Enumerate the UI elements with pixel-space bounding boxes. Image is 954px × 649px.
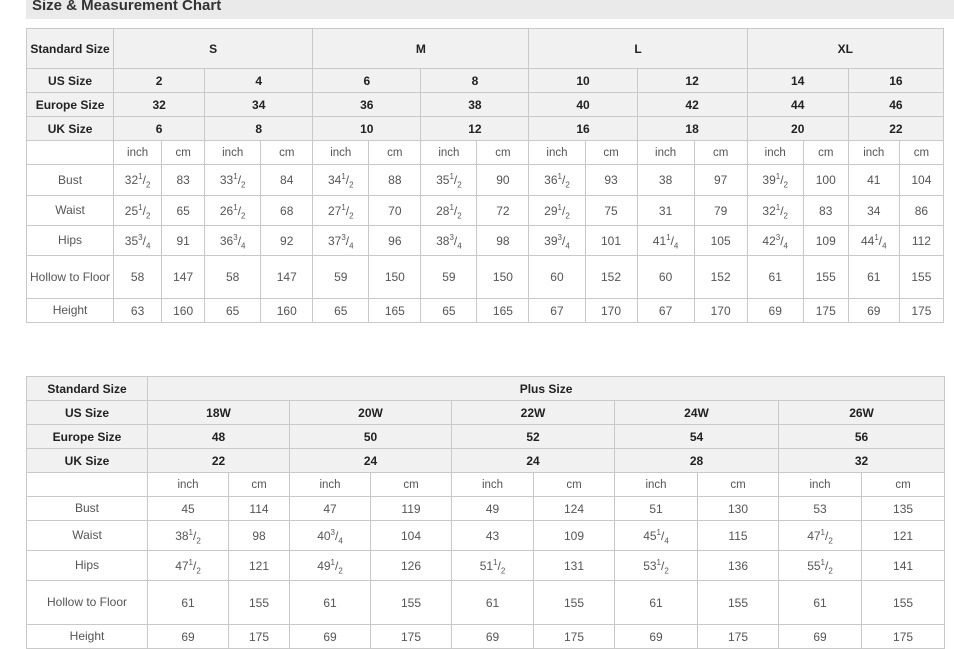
us-size-cell: 6 [313, 69, 421, 93]
us-size-label: US Size [27, 401, 148, 425]
value-inch: $39^3/_4$ [529, 226, 585, 256]
measurement-row [27, 581, 945, 625]
value-cm: 91 [162, 226, 205, 256]
measurement-row [27, 299, 944, 323]
europe-size-cell: 44 [747, 93, 848, 117]
value-cm: 175 [229, 625, 290, 649]
us-size-row [27, 401, 945, 425]
measurement-label: Hollow to Floor [27, 256, 114, 299]
value-inch: 67 [529, 299, 585, 323]
uk-size-cell: 28 [615, 449, 779, 473]
uk-size-cell: 18 [637, 117, 747, 141]
value-cm: 75 [585, 196, 637, 226]
value-cm: 98 [229, 521, 290, 551]
us-size-cell: 8 [421, 69, 529, 93]
uk-size-cell: 10 [313, 117, 421, 141]
europe-size-cell: 40 [529, 93, 637, 117]
value-cm: 152 [585, 256, 637, 299]
value-inch: $27^1/_2$ [313, 196, 369, 226]
value-cm: 86 [899, 196, 943, 226]
plus-size-group: Plus Size [148, 377, 945, 401]
measurement-label: Bust [27, 497, 148, 521]
us-size-cell: 12 [637, 69, 747, 93]
value-cm: 119 [371, 497, 452, 521]
value-inch: $38^3/_4$ [421, 226, 477, 256]
value-inch: 60 [529, 256, 585, 299]
measurement-row [27, 551, 945, 581]
unit-inch: inch [848, 141, 899, 165]
us-size-cell: 22W [452, 401, 615, 425]
europe-size-cell: 32 [114, 93, 205, 117]
standard-size-label: Standard Size [27, 377, 148, 401]
value-cm: 165 [369, 299, 421, 323]
value-cm: 170 [585, 299, 637, 323]
value-cm: 136 [698, 551, 779, 581]
europe-size-cell: 42 [637, 93, 747, 117]
measurement-row [27, 196, 944, 226]
unit-row [27, 141, 944, 165]
unit-cm: cm [862, 473, 945, 497]
value-inch: 59 [313, 256, 369, 299]
size-group-xl: XL [747, 29, 943, 69]
value-inch: 65 [313, 299, 369, 323]
uk-size-cell: 20 [747, 117, 848, 141]
unit-cm: cm [229, 473, 290, 497]
value-inch: 65 [205, 299, 261, 323]
unit-inch: inch [290, 473, 371, 497]
value-inch: $38^1/_2$ [148, 521, 229, 551]
unit-inch: inch [114, 141, 162, 165]
unit-row [27, 473, 945, 497]
value-inch: $29^1/_2$ [529, 196, 585, 226]
value-inch: $25^1/_2$ [114, 196, 162, 226]
measurement-row [27, 625, 945, 649]
value-cm: 92 [261, 226, 313, 256]
measurement-row [27, 256, 944, 299]
value-inch: $34^1/_2$ [313, 165, 369, 196]
value-cm: 105 [694, 226, 747, 256]
value-cm: 68 [261, 196, 313, 226]
uk-size-label: UK Size [27, 449, 148, 473]
value-inch: 45 [148, 497, 229, 521]
value-cm: 175 [862, 625, 945, 649]
us-size-row [27, 69, 944, 93]
europe-size-cell: 34 [205, 93, 313, 117]
value-cm: 175 [899, 299, 943, 323]
europe-size-cell: 56 [779, 425, 945, 449]
measurement-rows-standard [27, 165, 944, 323]
value-cm: 112 [899, 226, 943, 256]
uk-size-cell: 22 [148, 449, 290, 473]
size-group-l: L [529, 29, 747, 69]
unit-cm: cm [803, 141, 848, 165]
unit-cm: cm [899, 141, 943, 165]
us-size-cell: 16 [848, 69, 943, 93]
unit-cm: cm [162, 141, 205, 165]
unit-inch: inch [313, 141, 369, 165]
unit-cm: cm [477, 141, 529, 165]
value-cm: 150 [477, 256, 529, 299]
value-cm: 109 [534, 521, 615, 551]
value-cm: 98 [477, 226, 529, 256]
measurement-label: Bust [27, 165, 114, 196]
value-inch: 61 [747, 256, 803, 299]
value-cm: 104 [899, 165, 943, 196]
value-cm: 72 [477, 196, 529, 226]
measurement-label: Waist [27, 521, 148, 551]
europe-size-row [27, 425, 945, 449]
value-inch: 41 [848, 165, 899, 196]
value-inch: 34 [848, 196, 899, 226]
value-cm: 175 [534, 625, 615, 649]
value-cm: 79 [694, 196, 747, 226]
value-cm: 65 [162, 196, 205, 226]
value-inch: $47^1/_2$ [779, 521, 862, 551]
us-size-cell: 26W [779, 401, 945, 425]
value-cm: 83 [162, 165, 205, 196]
uk-size-cell: 24 [452, 449, 615, 473]
value-inch: 58 [205, 256, 261, 299]
value-cm: 175 [803, 299, 848, 323]
unit-cm: cm [261, 141, 313, 165]
uk-size-cell: 22 [848, 117, 943, 141]
value-inch: $39^1/_2$ [747, 165, 803, 196]
measurement-label: Hollow to Floor [27, 581, 148, 625]
value-inch: 61 [779, 581, 862, 625]
value-inch: 61 [615, 581, 698, 625]
value-cm: 160 [261, 299, 313, 323]
value-cm: 96 [369, 226, 421, 256]
uk-size-cell: 24 [290, 449, 452, 473]
value-inch: $42^3/_4$ [747, 226, 803, 256]
measurement-row [27, 521, 945, 551]
value-cm: 70 [369, 196, 421, 226]
value-cm: 147 [261, 256, 313, 299]
unit-inch: inch [421, 141, 477, 165]
value-cm: 155 [371, 581, 452, 625]
measurement-rows-plus [27, 497, 945, 649]
uk-size-row [27, 117, 944, 141]
value-cm: 155 [534, 581, 615, 625]
value-inch: 61 [148, 581, 229, 625]
measurement-label: Height [27, 625, 148, 649]
value-cm: 165 [477, 299, 529, 323]
uk-size-cell: 32 [779, 449, 945, 473]
value-inch: 60 [637, 256, 694, 299]
unit-cm: cm [694, 141, 747, 165]
value-cm: 175 [371, 625, 452, 649]
value-inch: $36^3/_4$ [205, 226, 261, 256]
value-cm: 147 [162, 256, 205, 299]
value-inch: 31 [637, 196, 694, 226]
value-inch: 53 [779, 497, 862, 521]
europe-size-cell: 54 [615, 425, 779, 449]
size-chart-plus [26, 376, 945, 649]
value-cm: 115 [698, 521, 779, 551]
value-cm: 152 [694, 256, 747, 299]
europe-size-row [27, 93, 944, 117]
us-size-cell: 4 [205, 69, 313, 93]
us-size-cell: 10 [529, 69, 637, 93]
unit-cm: cm [585, 141, 637, 165]
unit-inch: inch [615, 473, 698, 497]
value-cm: 126 [371, 551, 452, 581]
value-inch: $37^3/_4$ [313, 226, 369, 256]
value-cm: 150 [369, 256, 421, 299]
measurement-label: Waist [27, 196, 114, 226]
value-cm: 88 [369, 165, 421, 196]
value-inch: $40^3/_4$ [290, 521, 371, 551]
unit-row-blank [27, 473, 148, 497]
us-size-cell: 18W [148, 401, 290, 425]
value-cm: 130 [698, 497, 779, 521]
value-cm: 104 [371, 521, 452, 551]
value-inch: $28^1/_2$ [421, 196, 477, 226]
standard-size-label: Standard Size [27, 29, 114, 69]
value-inch: 38 [637, 165, 694, 196]
europe-size-cell: 48 [148, 425, 290, 449]
europe-size-cell: 36 [313, 93, 421, 117]
value-inch: 49 [452, 497, 534, 521]
value-inch: 65 [421, 299, 477, 323]
value-inch: $35^1/_2$ [421, 165, 477, 196]
value-inch: 47 [290, 497, 371, 521]
us-size-cell: 2 [114, 69, 205, 93]
value-cm: 160 [162, 299, 205, 323]
unit-inch: inch [747, 141, 803, 165]
value-inch: 69 [290, 625, 371, 649]
uk-size-cell: 8 [205, 117, 313, 141]
europe-size-label: Europe Size [27, 425, 148, 449]
uk-size-label: UK Size [27, 117, 114, 141]
value-inch: 67 [637, 299, 694, 323]
measurement-row [27, 165, 944, 196]
value-cm: 135 [862, 497, 945, 521]
unit-cm: cm [534, 473, 615, 497]
value-cm: 121 [862, 521, 945, 551]
value-cm: 101 [585, 226, 637, 256]
value-inch: $53^1/_2$ [615, 551, 698, 581]
value-cm: 84 [261, 165, 313, 196]
value-cm: 83 [803, 196, 848, 226]
size-chart-standard [26, 28, 944, 323]
uk-size-row [27, 449, 945, 473]
unit-cm: cm [369, 141, 421, 165]
us-size-cell: 14 [747, 69, 848, 93]
unit-inch: inch [529, 141, 585, 165]
page-title: Size & Measurement Chart [32, 0, 222, 14]
value-inch: $55^1/_2$ [779, 551, 862, 581]
value-inch: 51 [615, 497, 698, 521]
value-inch: $35^3/_4$ [114, 226, 162, 256]
value-inch: $45^1/_4$ [615, 521, 698, 551]
value-inch: $26^1/_2$ [205, 196, 261, 226]
value-inch: 61 [452, 581, 534, 625]
value-inch: $51^1/_2$ [452, 551, 534, 581]
unit-cm: cm [698, 473, 779, 497]
value-cm: 100 [803, 165, 848, 196]
value-inch: $49^1/_2$ [290, 551, 371, 581]
europe-size-label: Europe Size [27, 93, 114, 117]
us-size-cell: 24W [615, 401, 779, 425]
value-inch: 69 [615, 625, 698, 649]
value-cm: 155 [862, 581, 945, 625]
value-cm: 155 [698, 581, 779, 625]
value-cm: 141 [862, 551, 945, 581]
unit-inch: inch [452, 473, 534, 497]
unit-inch: inch [205, 141, 261, 165]
europe-size-cell: 46 [848, 93, 943, 117]
value-cm: 175 [698, 625, 779, 649]
unit-inch: inch [148, 473, 229, 497]
measurement-row [27, 226, 944, 256]
value-inch: $41^1/_4$ [637, 226, 694, 256]
us-size-label: US Size [27, 69, 114, 93]
value-inch: 69 [779, 625, 862, 649]
size-group-m: M [313, 29, 529, 69]
value-inch: 58 [114, 256, 162, 299]
unit-row-blank [27, 141, 114, 165]
value-inch: 63 [114, 299, 162, 323]
value-inch: 61 [848, 256, 899, 299]
value-inch: 69 [452, 625, 534, 649]
value-cm: 90 [477, 165, 529, 196]
value-cm: 114 [229, 497, 290, 521]
value-cm: 155 [229, 581, 290, 625]
value-cm: 170 [694, 299, 747, 323]
value-inch: 69 [747, 299, 803, 323]
size-group-s: S [114, 29, 313, 69]
europe-size-cell: 52 [452, 425, 615, 449]
value-inch: 61 [290, 581, 371, 625]
uk-size-cell: 6 [114, 117, 205, 141]
value-inch: 59 [421, 256, 477, 299]
value-cm: 124 [534, 497, 615, 521]
value-inch: $32^1/_2$ [114, 165, 162, 196]
us-size-cell: 20W [290, 401, 452, 425]
value-cm: 155 [803, 256, 848, 299]
value-inch: $32^1/_2$ [747, 196, 803, 226]
value-cm: 97 [694, 165, 747, 196]
value-inch: 43 [452, 521, 534, 551]
value-cm: 93 [585, 165, 637, 196]
unit-cm: cm [371, 473, 452, 497]
measurement-label: Hips [27, 226, 114, 256]
unit-inch: inch [779, 473, 862, 497]
value-inch: 69 [848, 299, 899, 323]
value-cm: 155 [899, 256, 943, 299]
value-inch: $33^1/_2$ [205, 165, 261, 196]
value-cm: 121 [229, 551, 290, 581]
value-cm: 109 [803, 226, 848, 256]
measurement-row [27, 497, 945, 521]
uk-size-cell: 16 [529, 117, 637, 141]
value-cm: 131 [534, 551, 615, 581]
unit-inch: inch [637, 141, 694, 165]
value-inch: $47^1/_2$ [148, 551, 229, 581]
measurement-label: Height [27, 299, 114, 323]
value-inch: 69 [148, 625, 229, 649]
europe-size-cell: 50 [290, 425, 452, 449]
measurement-label: Hips [27, 551, 148, 581]
value-inch: $36^1/_2$ [529, 165, 585, 196]
europe-size-cell: 38 [421, 93, 529, 117]
uk-size-cell: 12 [421, 117, 529, 141]
value-inch: $44^1/_4$ [848, 226, 899, 256]
